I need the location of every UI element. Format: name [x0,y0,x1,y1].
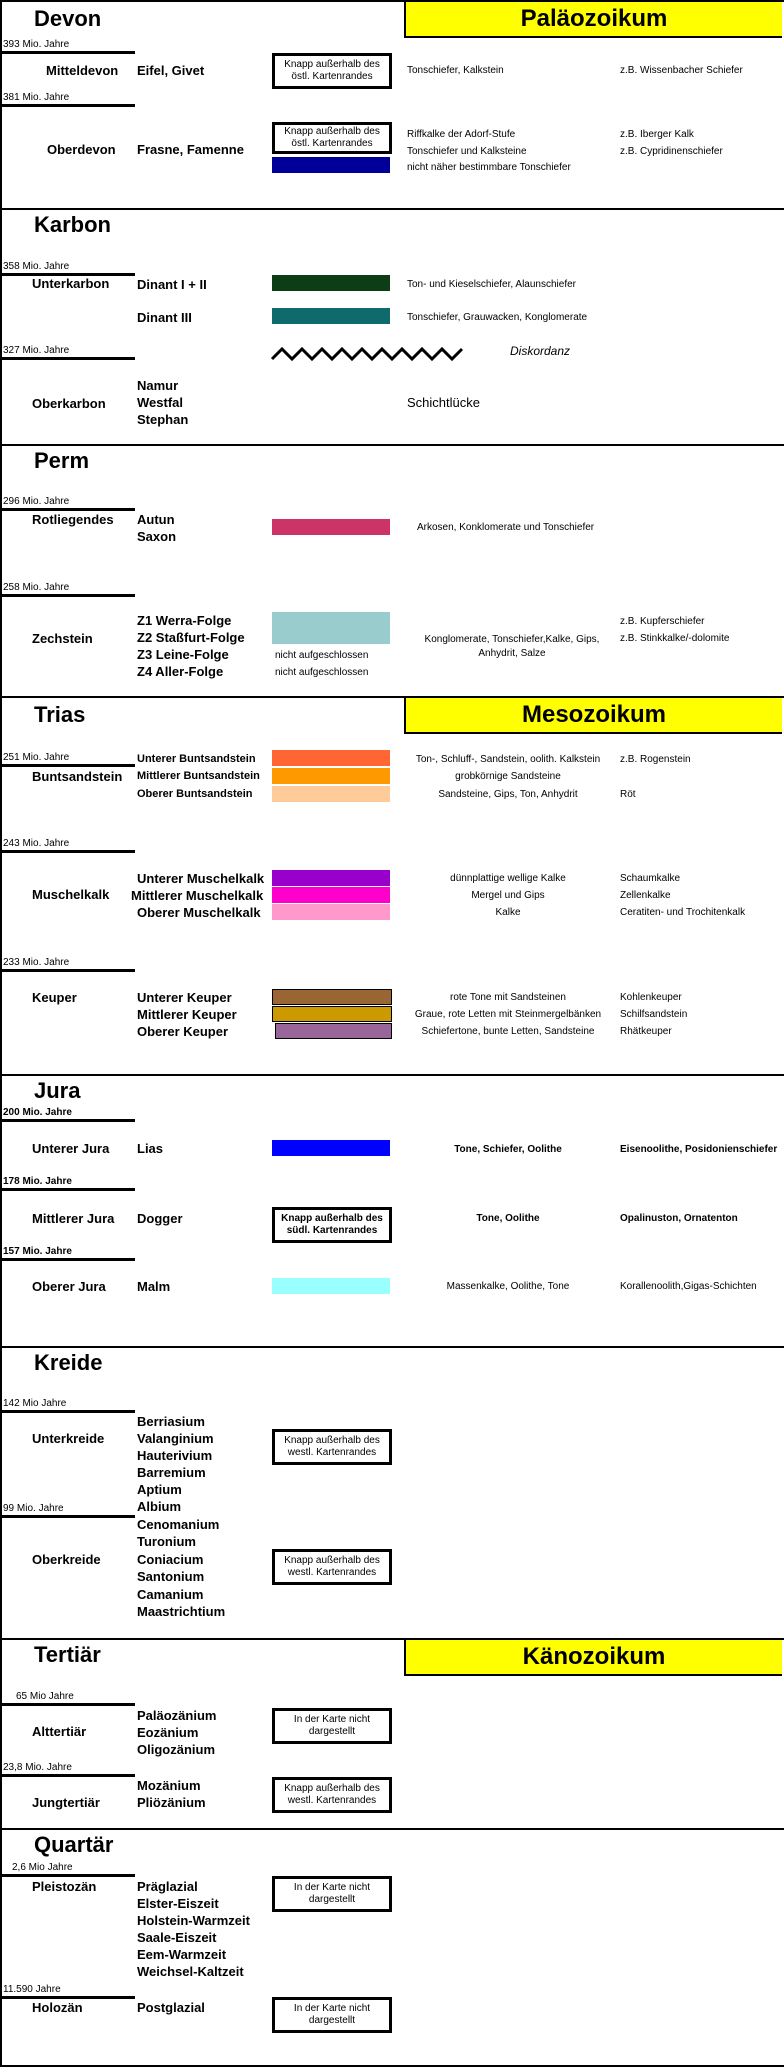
stage-item: Santonium [137,1569,205,1584]
boundary-line [2,1874,135,1877]
color-swatch-zechstein [272,612,390,644]
lithology: Anhydrit, Salze [478,648,546,659]
diskordanz-label: Diskordanz [510,344,571,358]
boundary-line [2,508,135,511]
stage-item: Saale-Eiszeit [137,1930,217,1945]
unit-buntsandstein: Buntsandstein [32,769,123,784]
not-exposed: nicht aufgeschlossen [275,650,369,661]
lithology: nicht näher bestimmbare Tonschiefer [407,162,571,173]
stage-item: Turonium [137,1534,196,1549]
color-swatch-dinant-1-2 [272,275,390,291]
age-label: 2,6 Mio Jahre [12,1862,73,1873]
example: Kohlenkeuper [620,992,682,1003]
outside-map-box: Knapp außerhalb des südl. Kartenrandes [272,1207,392,1243]
age-label: 200 Mio. Jahre [3,1107,72,1118]
color-swatch-muschel-unter [272,870,390,886]
outside-map-box: Knapp außerhalb des östl. Kartenrandes [272,122,392,154]
lithology: Mergel und Gips [471,890,545,901]
example: Schaumkalke [620,873,681,884]
stage-keuper-unter: Unterer Keuper [137,990,232,1005]
section-title-kreide: Kreide [34,1350,103,1375]
stage-keuper-mittel: Mittlerer Keuper [137,1007,237,1022]
lithology: Kalke [495,907,521,918]
stage-dinant-3: Dinant III [137,310,192,325]
unit-oberdevon: Oberdevon [47,142,116,157]
lithology: Massenkalke, Oolithe, Tone [446,1281,570,1292]
unit-unterkarbon: Unterkarbon [32,276,110,291]
outside-map-box: Knapp außerhalb des westl. Kartenrandes [272,1429,392,1465]
stage-item: Cenomanium [137,1517,220,1532]
stage-dinant-1-2: Dinant I + II [137,277,207,292]
boundary-line [2,969,135,972]
not-shown-box: In der Karte nicht dargestellt [272,1876,392,1912]
stage-saxon: Saxon [137,529,177,544]
stage-z4: Z4 Aller-Folge [137,664,224,679]
section-quartaer [0,1828,784,2067]
stage-z2: Z2 Staßfurt-Folge [137,630,245,645]
section-kreide [0,1346,784,1640]
stage-item: Aptium [137,1482,182,1497]
example: Rhätkeuper [620,1026,672,1037]
stage-muschel-unter: Unterer Muschelkalk [137,871,265,886]
color-swatch-oberdevon [272,157,390,173]
color-swatch-malm [272,1278,390,1294]
color-swatch-keuper-ober [275,1023,392,1039]
stage-item: Hauterivium [137,1448,213,1463]
stage-bunt-mittel: Mittlerer Buntsandstein [137,770,260,782]
color-swatch-dinant-3 [272,308,390,324]
color-swatch-lias [272,1140,390,1156]
era-label-cenozoic: Känozoikum [404,1640,782,1676]
lithology: Arkosen, Konklomerate und Tonschiefer [417,522,595,533]
lithology: grobkörnige Sandsteine [455,771,561,782]
unit-muschelkalk: Muschelkalk [32,887,110,902]
boundary-line [2,357,135,360]
stage-eifel-givet: Eifel, Givet [137,63,205,78]
age-label: 178 Mio. Jahre [3,1176,72,1187]
stage-item: Coniacium [137,1552,204,1567]
lithology: Riffkalke der Adorf-Stufe [407,129,516,140]
boundary-line [2,1258,135,1261]
stage-postglazial: Postglazial [137,2000,205,2015]
stage-malm: Malm [137,1279,171,1294]
age-label: 358 Mio. Jahre [3,261,70,272]
section-title-trias: Trias [34,702,86,727]
boundary-line [2,1410,135,1413]
lithology: Graue, rote Letten mit Steinmergelbänken [414,1009,602,1020]
stage-item: Valanginium [137,1431,214,1446]
age-label: 65 Mio Jahre [16,1691,74,1702]
example: z.B. Rogenstein [620,754,691,765]
stage-muschel-ober: Oberer Muschelkalk [137,905,261,920]
color-swatch-bunt-ober [272,786,390,802]
boundary-line [2,764,135,767]
boundary-line [2,850,135,853]
lithology: rote Tone mit Sandsteinen [449,992,566,1003]
stage-item: Paläozänium [137,1708,217,1723]
not-exposed: nicht aufgeschlossen [275,667,369,678]
section-title-quartaer: Quartär [34,1832,114,1857]
unit-mittlerer-jura: Mittlerer Jura [32,1211,115,1226]
age-label: 142 Mio Jahre [3,1398,67,1409]
lithology: Tonschiefer, Grauwacken, Konglomerate [407,312,588,323]
stage-item: Berriasium [137,1414,205,1429]
example: z.B. Kupferschiefer [620,616,705,627]
stage-item: Präglazial [137,1879,198,1894]
stage-muschel-mittel: Mittlerer Muschelkalk [131,888,264,903]
lithology: Ton-, Schluff-, Sandstein, oolith. Kalkstein [415,754,601,765]
stage-item: Camanium [137,1587,204,1602]
unit-unterer-jura: Unterer Jura [32,1141,110,1156]
age-label: 243 Mio. Jahre [3,838,70,849]
boundary-line [2,1703,135,1706]
outside-map-box: Knapp außerhalb des westl. Kartenrandes [272,1777,392,1813]
unit-oberer-jura: Oberer Jura [32,1279,106,1294]
age-label: 23,8 Mio. Jahre [3,1762,72,1773]
unit-mitteldevon: Mitteldevon [46,63,119,78]
boundary-line [2,1996,135,1999]
stage-bunt-ober: Oberer Buntsandstein [137,788,253,800]
example: Korallenoolith,Gigas-Schichten [620,1281,757,1292]
example: z.B. Cypridinenschiefer [620,146,723,157]
section-title-jura: Jura [34,1078,81,1103]
color-swatch-muschel-mittel [272,887,390,903]
boundary-line [2,1515,135,1518]
example: Schilfsandstein [620,1009,688,1020]
boundary-line [2,594,135,597]
lithology: Sandsteine, Gips, Ton, Anhydrit [438,789,578,800]
age-label: 258 Mio. Jahre [3,582,70,593]
era-label-palaeozoic: Paläozoikum [404,2,782,38]
age-label: 99 Mio. Jahre [3,1503,64,1514]
color-swatch-keuper-mittel [272,1006,392,1022]
lithology: dünnplattige wellige Kalke [450,873,566,884]
boundary-line [2,51,135,54]
age-label: 157 Mio. Jahre [3,1246,72,1257]
boundary-line [2,1188,135,1191]
section-title-perm: Perm [34,448,90,473]
age-label: 251 Mio. Jahre [3,752,70,763]
era-label-mesozoic: Mesozoikum [404,698,782,734]
stage-keuper-ober: Oberer Keuper [137,1024,229,1039]
example: Röt [620,789,636,800]
stage-item: Albium [137,1499,182,1514]
outside-map-box: Knapp außerhalb des östl. Kartenrandes [272,53,392,89]
stage-westfal: Westfal [137,395,183,410]
stage-frasne-famenne: Frasne, Famenne [137,142,244,157]
section-title-devon: Devon [34,6,102,31]
section-title-tertiaer: Tertiär [34,1642,101,1667]
example: Ceratiten- und Trochitenkalk [620,907,746,918]
stage-item: Holstein-Warmzeit [137,1913,250,1928]
example: Opalinuston, Ornatenton [620,1213,738,1224]
example: z.B. Wissenbacher Schiefer [620,65,743,76]
unit-holozaen: Holozän [32,2000,83,2015]
color-swatch-bunt-mittel [272,768,390,784]
stage-item: Mozänium [137,1778,201,1793]
lithology: Ton- und Kieselschiefer, Alaunschiefer [407,279,576,290]
lithology: Tone, Schiefer, Oolithe [454,1144,562,1155]
lithology: Tonschiefer, Kalkstein [407,65,504,76]
stage-z3: Z3 Leine-Folge [137,647,229,662]
lithology: Konglomerate, Tonschiefer,Kalke, Gips, [424,634,600,645]
age-label: 11.590 Jahre [3,1984,61,1995]
schichtluecke-label: Schichtlücke [407,395,480,410]
stage-autun: Autun [137,512,175,527]
unit-pleistozaen: Pleistozän [32,1879,97,1894]
color-swatch-rotliegendes [272,519,390,535]
boundary-line [2,1119,135,1122]
unit-jungtertiaer: Jungtertiär [32,1795,100,1810]
stage-item: Elster-Eiszeit [137,1896,219,1911]
section-perm [0,444,784,698]
example: z.B. Iberger Kalk [620,129,694,140]
example: z.B. Stinkkalke/-dolomite [620,633,730,644]
stage-item: Oligozänium [137,1742,215,1757]
stage-item: Barremium [137,1465,206,1480]
age-label: 393 Mio. Jahre [3,39,70,50]
lithology: Schiefertone, bunte Letten, Sandsteine [421,1026,595,1037]
stage-bunt-unter: Unterer Buntsandstein [137,753,256,765]
color-swatch-keuper-unter [272,989,392,1005]
unit-rotliegendes: Rotliegendes [32,512,114,527]
unit-keuper: Keuper [32,990,77,1005]
unit-unterkreide: Unterkreide [32,1431,105,1446]
unit-zechstein: Zechstein [32,631,93,646]
section-title-karbon: Karbon [34,212,111,237]
example: Eisenoolithe, Posidonienschiefer [620,1144,778,1155]
color-swatch-muschel-ober [272,904,390,920]
not-shown-box: In der Karte nicht dargestellt [272,1997,392,2033]
lithology: Tone, Oolithe [476,1213,540,1224]
boundary-line [2,1774,135,1777]
age-label: 233 Mio. Jahre [3,957,70,968]
boundary-line [2,104,135,107]
stage-item: Maastrichtium [137,1604,226,1619]
example: Zellenkalke [620,890,671,901]
stage-item: Pliözänium [137,1795,206,1810]
unconformity-zigzag-icon [270,345,470,363]
age-label: 381 Mio. Jahre [3,92,70,103]
age-label: 296 Mio. Jahre [3,496,70,507]
stage-z1: Z1 Werra-Folge [137,613,232,628]
age-label: 327 Mio. Jahre [3,345,70,356]
stage-namur: Namur [137,378,179,393]
unit-oberkreide: Oberkreide [32,1552,101,1567]
stage-lias: Lias [137,1141,164,1156]
stage-stephan: Stephan [137,412,189,427]
stage-item: Eem-Warmzeit [137,1947,227,1962]
not-shown-box: In der Karte nicht dargestellt [272,1708,392,1744]
stage-item: Eozänium [137,1725,199,1740]
stage-item: Weichsel-Kaltzeit [137,1964,244,1979]
unit-oberkarbon: Oberkarbon [32,396,106,411]
lithology: Tonschiefer und Kalksteine [407,146,527,157]
outside-map-box: Knapp außerhalb des westl. Kartenrandes [272,1549,392,1585]
color-swatch-bunt-unter [272,750,390,766]
stage-dogger: Dogger [137,1211,183,1226]
unit-alttertiaer: Alttertiär [32,1724,87,1739]
section-karbon [0,208,784,446]
